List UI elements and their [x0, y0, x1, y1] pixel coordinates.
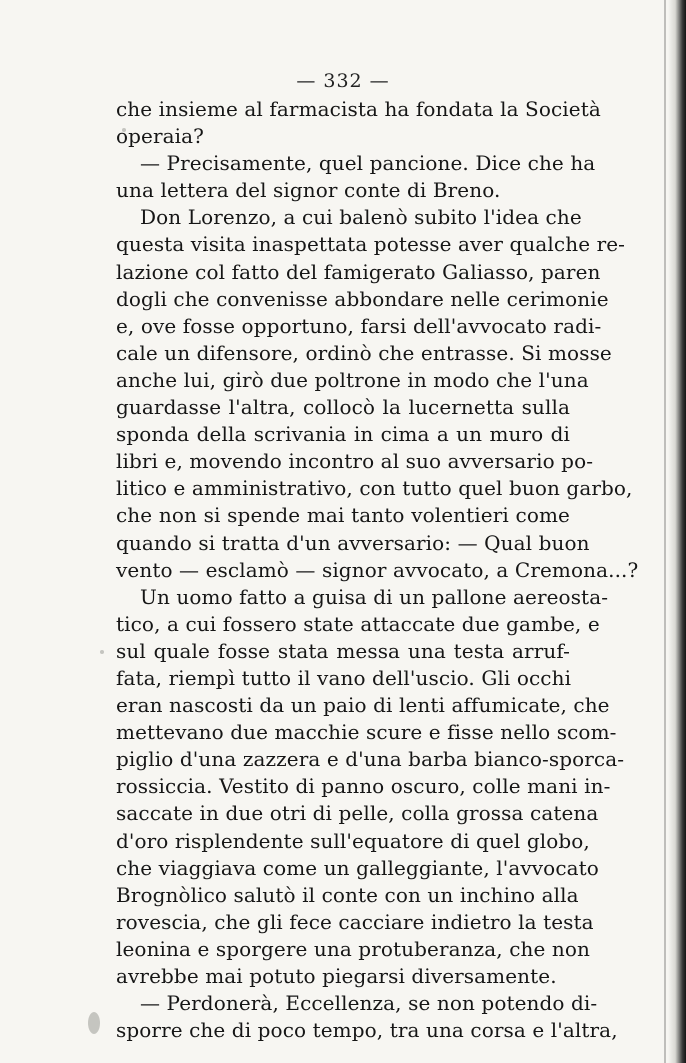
- text-line: avrebbe mai potuto piegarsi diversamente.: [116, 964, 557, 988]
- page-edge-shadow: [668, 0, 686, 1063]
- text-line: libri e, movendo incontro al suo avversario po-: [116, 449, 594, 474]
- text-line: d'oro risplendente sull'equatore di quel globo,: [116, 828, 590, 853]
- text-line: piglio d'una zazzera e d'una barba bianco-sporca-: [116, 747, 625, 772]
- text-line: eran nascosti da un paio di lenti affumicate, che: [116, 693, 610, 718]
- text-line: litico e amministrativo, con tutto quel buon garbo,: [116, 476, 633, 501]
- text-line: — Precisamente, quel pancione. Dice che ha: [140, 151, 596, 176]
- text-line: leonina e sporgere una protuberanza, che non: [116, 936, 590, 961]
- text-line: operaia?: [116, 124, 205, 149]
- text-line: lazione col fatto del famigerato Galiasso, paren: [116, 259, 601, 284]
- text-line: una lettera del signor conte di Breno.: [116, 178, 501, 203]
- text-line: Brognòlico salutò il conte con un inchino alla: [116, 882, 579, 907]
- text-line: fata, riempì tutto il vano dell'uscio. Gli occhi: [116, 665, 572, 690]
- text-line: vento — esclamò — signor avvocato, a Cremona...?: [116, 557, 639, 582]
- text-line: che insieme al farmacista ha fondata la Società: [116, 97, 601, 121]
- text-line: che non si spende mai tanto volentieri come: [116, 503, 570, 528]
- paper-speck: [88, 1012, 100, 1034]
- paper-speck: [100, 650, 104, 654]
- text-line: sul quale fosse stata messa una testa arruf-: [116, 638, 570, 663]
- text-line: saccate in due otri di pelle, colla grossa catena: [116, 801, 599, 826]
- text-line: quando si tratta d'un avversario: — Qual buon: [116, 530, 590, 555]
- page-fold-line: [664, 0, 666, 1063]
- text-line: dogli che convenisse abbondare nelle cerimonie: [116, 286, 609, 311]
- text-line: sporre che di poco tempo, tra una corsa e l'altra,: [116, 1018, 618, 1043]
- text-line: e, ove fosse opportuno, farsi dell'avvocato radi-: [116, 313, 602, 338]
- text-line: mettevano due macchie scure e fisse nello scom-: [116, 720, 617, 745]
- page-number: — 332 —: [296, 70, 390, 92]
- text-line: Un uomo fatto a guisa di un pallone aereosta-: [140, 584, 609, 609]
- text-line: rossiccia. Vestito di panno oscuro, colle mani in-: [116, 774, 611, 799]
- text-line: tico, a cui fossero state attaccate due gambe, e: [116, 611, 600, 636]
- text-line: cale un difensore, ordinò che entrasse. Si mosse: [116, 340, 612, 365]
- text-line: guardasse l'altra, collocò la lucernetta sulla: [116, 395, 570, 420]
- text-line: Don Lorenzo, a cui balenò subito l'idea che: [140, 205, 582, 230]
- text-line: rovescia, che gli fece cacciare indietro la testa: [116, 909, 594, 934]
- text-line: sponda della scrivania in cima a un muro di: [116, 422, 570, 447]
- text-line: questa visita inaspettata potesse aver qualche re-: [116, 232, 626, 257]
- body-text: [116, 96, 639, 1044]
- text-line: anche lui, girò due poltrone in modo che l'una: [116, 367, 589, 392]
- text-line: che viaggiava come un galleggiante, l'avvocato: [116, 855, 599, 880]
- text-line: — Perdonerà, Eccellenza, se non potendo di-: [140, 991, 598, 1016]
